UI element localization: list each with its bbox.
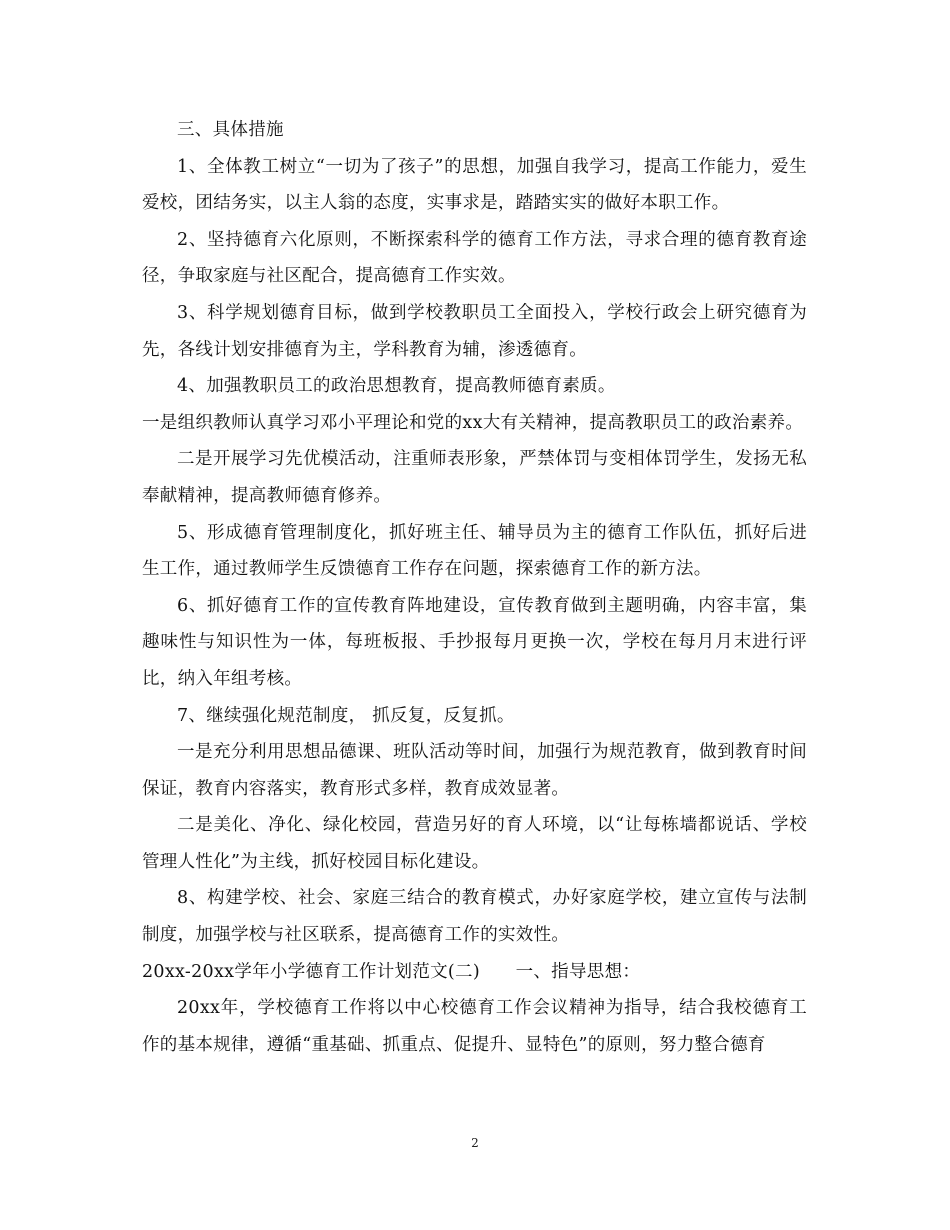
paragraph: 8、构建学校、社会、家庭三结合的教育模式，办好家庭学校，建立宣传与法制制度，加强学校与社区联系，提高德育工作的实效性。 xyxy=(142,888,807,946)
paragraph: 2、坚持德育六化原则，不断探索科学的德育工作方法，寻求合理的德育教育途径，争取家庭与社区配合，提高德育工作实效。 xyxy=(142,229,807,287)
paragraph: 20xx年，学校德育工作将以中心校德育工作会议精神为指导，结合我校德育工作的基本规律，遵循“重基础、抓重点、促提升、显特色”的原则，努力整合德育 xyxy=(142,998,807,1055)
document-body xyxy=(142,112,807,1063)
paragraph: 5、形成德育管理制度化，抓好班主任、辅导员为主的德育工作队伍，抓好后进生工作，通过教师学生反馈德育工作存在问题，探索德育工作的新方法。 xyxy=(142,522,807,580)
paragraph: 二是开展学习先优模活动，注重师表形象，严禁体罚与变相体罚学生，发扬无私奉献精神，提高教师德育修养。 xyxy=(142,449,807,506)
paragraph: 3、科学规划德育目标，做到学校教职员工全面投入，学校行政会上研究德育为先，各线计划安排德育为主，学科教育为辅，渗透德育。 xyxy=(142,302,807,360)
section-heading: 三、具体措施 xyxy=(177,120,284,140)
paragraph: 7、继续强化规范制度， 抓反复，反复抓。 xyxy=(177,705,515,726)
paragraph: 二是美化、净化、绿化校园，营造另好的育人环境，以“让每栋墙都说话、学校管理人性化”为主线，抓好校园目标化建设。 xyxy=(142,815,807,872)
paragraph: 1、全体教工树立“一切为了孩子”的思想，加强自我学习，提高工作能力，爱生爱校，团结务实，以主人翁的态度，实事求是，踏踏实实的做好本职工作。 xyxy=(142,156,807,214)
paragraph: 一是充分利用思想品德课、班队活动等时间，加强行为规范教育，做到教育时间保证，教育内容落实，教育形式多样，教育成效显著。 xyxy=(142,742,807,799)
page-number: 2 xyxy=(471,1136,479,1150)
paragraph: 一是组织教师认真学习邓小平理论和党的xx大有关精神，提高教职员工的政治素养。 xyxy=(142,412,804,433)
document-subtitle: 20xx-20xx学年小学德育工作计划范文(二) 一、指导思想： xyxy=(142,961,641,982)
paragraph: 6、抓好德育工作的宣传教育阵地建设，宣传教育做到主题明确，内容丰富，集趣味性与知识性为一体，每班板报、手抄报每月更换一次，学校在每月月末进行评比，纳入年组考核。 xyxy=(142,595,807,689)
paragraph: 4、加强教职员工的政治思想教育，提高教师德育素质。 xyxy=(177,376,616,397)
